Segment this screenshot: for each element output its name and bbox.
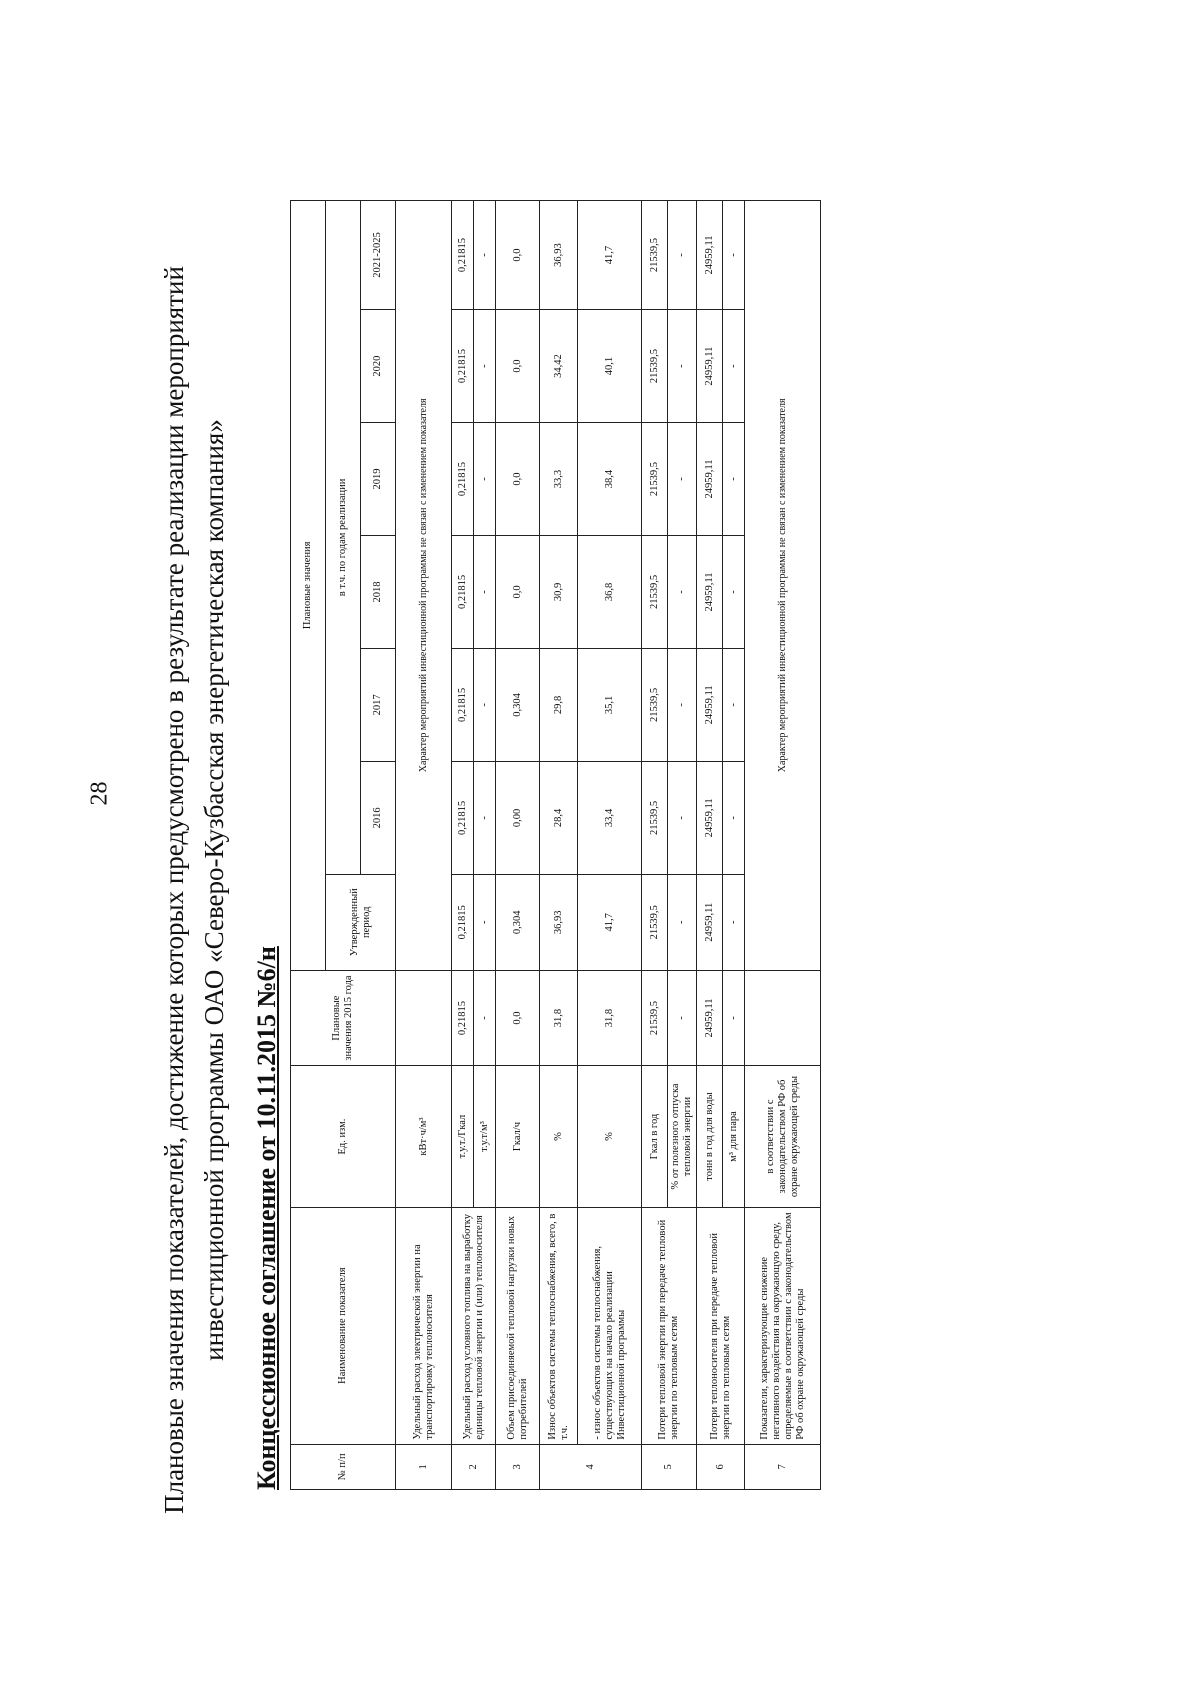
header-year: 2017 [361, 648, 396, 761]
row-unit: в соответствии с законодательством РФ об охране окружающей среды [745, 1066, 821, 1207]
cell-value: 30,9 [540, 535, 578, 648]
cell-value: 36,8 [578, 535, 642, 648]
cell-value: 0,21815 [452, 310, 474, 423]
table-row [578, 201, 642, 1490]
header-approved-period: Утвержденный период [326, 874, 396, 970]
cell-value: - [474, 423, 496, 536]
cell-value: - [668, 535, 697, 648]
cell-value: 0,0 [496, 970, 540, 1066]
row-num: 7 [745, 1444, 821, 1489]
cell-value: 0,00 [496, 761, 540, 874]
row-num: 1 [396, 1444, 452, 1489]
page-number: 28 [86, 781, 113, 806]
cell-value: - [668, 970, 697, 1066]
cell-value: 33,3 [540, 423, 578, 536]
cell-value: - [668, 761, 697, 874]
header-year: 2019 [361, 423, 396, 536]
row-name: - износ объектов системы теплоснабжения, существующих на начало реализации Инвестиционной программы [578, 1207, 642, 1444]
row-unit: м³ для пара [723, 1066, 745, 1207]
row-unit: т.у.т./Гкал [452, 1066, 474, 1207]
cell-value: 41,7 [578, 874, 642, 970]
row-unit: т.у.т/м³ [474, 1066, 496, 1207]
cell-value: - [723, 648, 745, 761]
cell-value: 21539,5 [642, 970, 668, 1066]
row-unit: % от полезного отпуска тепловой энергии [668, 1066, 697, 1207]
cell-value: - [474, 310, 496, 423]
cell-value: 29,8 [540, 648, 578, 761]
cell-value: 21539,5 [642, 648, 668, 761]
concession-heading: Концессионное соглашение от 10.11.2015 №6/н [252, 946, 281, 1490]
cell-value: - [668, 201, 697, 310]
cell-value: 31,8 [540, 970, 578, 1066]
header-year: 2016 [361, 761, 396, 874]
cell-value: - [668, 874, 697, 970]
row-unit: тонн в год для воды [697, 1066, 723, 1207]
cell-value: 33,4 [578, 761, 642, 874]
header-unit: Ед. изм. [291, 1066, 396, 1207]
cell-value: 24959,11 [697, 970, 723, 1066]
cell-value: 21539,5 [642, 201, 668, 310]
cell-value: - [474, 535, 496, 648]
cell-value: 28,4 [540, 761, 578, 874]
cell-value: - [474, 874, 496, 970]
cell-value: - [668, 310, 697, 423]
row-name: Объем присоединяемой тепловой нагрузки новых потребителей [496, 1207, 540, 1444]
cell-value: 41,7 [578, 201, 642, 310]
cell-value: 24959,11 [697, 874, 723, 970]
cell-value: 36,93 [540, 874, 578, 970]
row-num: 2 [452, 1444, 496, 1489]
row-num: 5 [642, 1444, 697, 1489]
cell-value: - [723, 970, 745, 1066]
cell-value: 24959,11 [697, 761, 723, 874]
cell-value: 40,1 [578, 310, 642, 423]
cell-value: 24959,11 [697, 310, 723, 423]
cell-value: 31,8 [578, 970, 642, 1066]
cell-value: - [723, 310, 745, 423]
cell-value: 0,304 [496, 648, 540, 761]
cell-value: 21539,5 [642, 535, 668, 648]
cell-value: 0,21815 [452, 761, 474, 874]
row-unit: Гкал/ч [496, 1066, 540, 1207]
table-row [396, 201, 452, 1490]
header-year: 2020 [361, 310, 396, 423]
cell-value: 38,4 [578, 423, 642, 536]
cell-value: 21539,5 [642, 761, 668, 874]
header-planned-values: Плановые значения [291, 201, 326, 971]
table-row [642, 201, 668, 1490]
cell-value: 24959,11 [697, 648, 723, 761]
cell-value: 0,21815 [452, 970, 474, 1066]
cell-value: 0,304 [496, 874, 540, 970]
table-row [452, 201, 474, 1490]
page-title-line-1: Плановые значения показателей, достижение которых предусмотрено в результате реализации мероприятий [159, 266, 189, 1514]
cell-value: 34,42 [540, 310, 578, 423]
cell-value: 0,21815 [452, 535, 474, 648]
cell-value: - [474, 761, 496, 874]
row-unit: кВт·ч/м³ [396, 1066, 452, 1207]
row-num: 3 [496, 1444, 540, 1489]
header-plan-2015: Плановые значения 2015 года [291, 970, 396, 1066]
cell-value: 24959,11 [697, 201, 723, 310]
cell-value: - [723, 761, 745, 874]
table-row [496, 201, 540, 1490]
cell-value: - [723, 874, 745, 970]
table-row [540, 201, 578, 1490]
cell-value: 0,21815 [452, 648, 474, 761]
row-name: Удельный расход условного топлива на выработку единицы тепловой энергии и (или) теплоносителя [452, 1207, 496, 1444]
cell-value: 0,21815 [452, 874, 474, 970]
table-row [745, 201, 821, 1490]
cell-value: 21539,5 [642, 874, 668, 970]
row-num: 6 [697, 1444, 745, 1489]
header-num: № п/п [291, 1444, 396, 1489]
table-row [697, 201, 723, 1490]
header-name: Наименование показателя [291, 1207, 396, 1444]
cell-value: 0,0 [496, 535, 540, 648]
header-year: 2021-2025 [361, 201, 396, 310]
cell-value: - [668, 423, 697, 536]
row-name: Потери теплоносителя при передаче тепловой энергии по тепловым сетям [697, 1207, 745, 1444]
row-name: Удельный расход электрической энергии на транспортировку теплоносителя [396, 1207, 452, 1444]
row-unit: Гкал в год [642, 1066, 668, 1207]
header-year: 2018 [361, 535, 396, 648]
cell-value: 24959,11 [697, 535, 723, 648]
row-name: Потери тепловой энергии при передаче тепловой энергии по тепловым сетям [642, 1207, 697, 1444]
row-note: Характер мероприятий инвестиционной программы не связан с изменением показателя [745, 201, 821, 971]
rotated-page-content [140, 140, 1090, 1640]
cell-value: 0,0 [496, 310, 540, 423]
row-name: Износ объектов системы теплоснабжения, всего, в т.ч. [540, 1207, 578, 1444]
cell-value: - [723, 535, 745, 648]
cell-value: 35,1 [578, 648, 642, 761]
cell-value: 21539,5 [642, 423, 668, 536]
cell-value: - [474, 201, 496, 310]
row-unit: % [578, 1066, 642, 1207]
page-title-line-2: инвестиционной программы ОАО «Северо-Кузбасская энергетическая компания» [199, 419, 229, 1361]
cell-value: 0,21815 [452, 201, 474, 310]
row-note: Характер мероприятий инвестиционной программы не связан с изменением показателя [396, 201, 452, 971]
cell-value: 0,0 [496, 423, 540, 536]
indicators-table [290, 200, 821, 1490]
row-num: 4 [540, 1444, 642, 1489]
cell-value: 21539,5 [642, 310, 668, 423]
cell-value: 0,21815 [452, 423, 474, 536]
cell-value: - [474, 970, 496, 1066]
cell-value: - [668, 648, 697, 761]
row-name: Показатели, характеризующие снижение негативного воздействия на окружающую среду, определяемые в соответствии с законодательством РФ об охране окружающей среды [745, 1207, 821, 1444]
cell-value: 36,93 [540, 201, 578, 310]
cell-value: 0,0 [496, 201, 540, 310]
row-unit: % [540, 1066, 578, 1207]
cell-value: 24959,11 [697, 423, 723, 536]
header-by-years: в т.ч. по годам реализации [326, 201, 361, 875]
cell-value: - [723, 423, 745, 536]
cell-value: - [474, 648, 496, 761]
cell-value: - [723, 201, 745, 310]
